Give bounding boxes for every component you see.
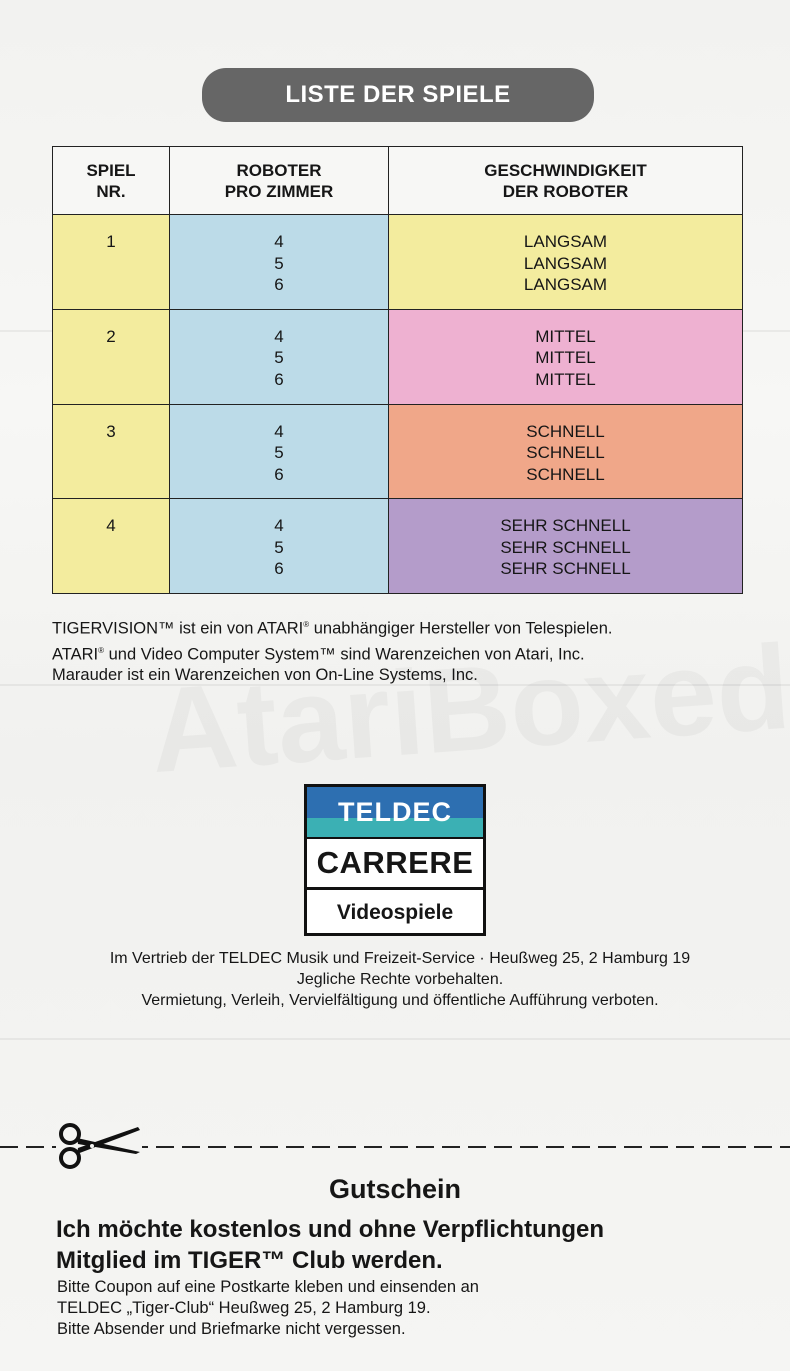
speed-cell: SEHR SCHNELL SEHR SCHNELL SEHR SCHNELL [389, 499, 743, 594]
speed-cell: LANGSAM LANGSAM LANGSAM [389, 215, 743, 310]
table-row [53, 309, 743, 404]
registered-mark: ® [303, 620, 310, 629]
header-game-no: SPIEL NR. [53, 147, 170, 215]
header-robots-per-room: ROBOTER PRO ZIMMER [170, 147, 389, 215]
table-row [53, 499, 743, 594]
notice-line: Marauder ist ein Warenzeichen von On-Line Systems, Inc. [52, 666, 478, 684]
game-number-cell: 4 [53, 499, 170, 594]
header-robot-speed: GESCHWINDIGKEIT DER ROBOTER [389, 147, 743, 215]
trademark-notice [52, 614, 772, 686]
speed-cell: MITTEL MITTEL MITTEL [389, 309, 743, 404]
game-number-cell: 1 [53, 215, 170, 310]
game-number-cell: 3 [53, 404, 170, 499]
coupon-instructions: Bitte Coupon auf eine Postkarte kleben und einsenden an TELDEC „Tiger-Club“ Heußweg 25, 2 Hamburg 19. Bitte Absender und Briefmarke nicht vergessen. [57, 1278, 479, 1338]
coupon-heading: Gutschein [328, 1174, 462, 1204]
logo-teldec: TELDEC [307, 787, 483, 839]
robots-cell: 4 5 6 [170, 499, 389, 594]
page-title: LISTE DER SPIELE [202, 68, 594, 122]
notice-line: ATARI® und Video Computer System™ sind Warenzeichen von Atari, Inc. [52, 645, 585, 663]
scissors-icon [56, 1122, 142, 1170]
robots-cell: 4 5 6 [170, 215, 389, 310]
logo-carrere: CARRERE [307, 839, 483, 890]
club-signup-text: Ich möchte kostenlos und ohne Verpflichtungen Mitglied im TIGER™ Club werden. [56, 1216, 605, 1274]
registered-mark: ® [98, 645, 105, 655]
table-header-row [53, 147, 743, 215]
distribution-line: Vermietung, Verleih, Vervielfältigung und öffentliche Aufführung verboten. [141, 992, 659, 1009]
table-row [53, 215, 743, 310]
robots-cell: 4 5 6 [170, 309, 389, 404]
logo-videospiele: Videospiele [336, 901, 454, 924]
notice-line: TIGERVISION™ ist ein von ATARI® unabhängiger Hersteller von Telespielen. [52, 619, 613, 638]
paper-fold [0, 1038, 790, 1040]
table-row [53, 404, 743, 499]
teldec-carrere-logo [304, 784, 486, 936]
distribution-line: Im Vertrieb der TELDEC Musik und Freizeit-Service · Heußweg 25, 2 Hamburg 19 [109, 950, 691, 967]
speed-cell: SCHNELL SCHNELL SCHNELL [389, 404, 743, 499]
distribution-line: Jegliche Rechte vorbehalten. [296, 971, 504, 988]
game-number-cell: 2 [53, 309, 170, 404]
distribution-info [40, 948, 760, 1011]
games-table [52, 146, 743, 594]
robots-cell: 4 5 6 [170, 404, 389, 499]
